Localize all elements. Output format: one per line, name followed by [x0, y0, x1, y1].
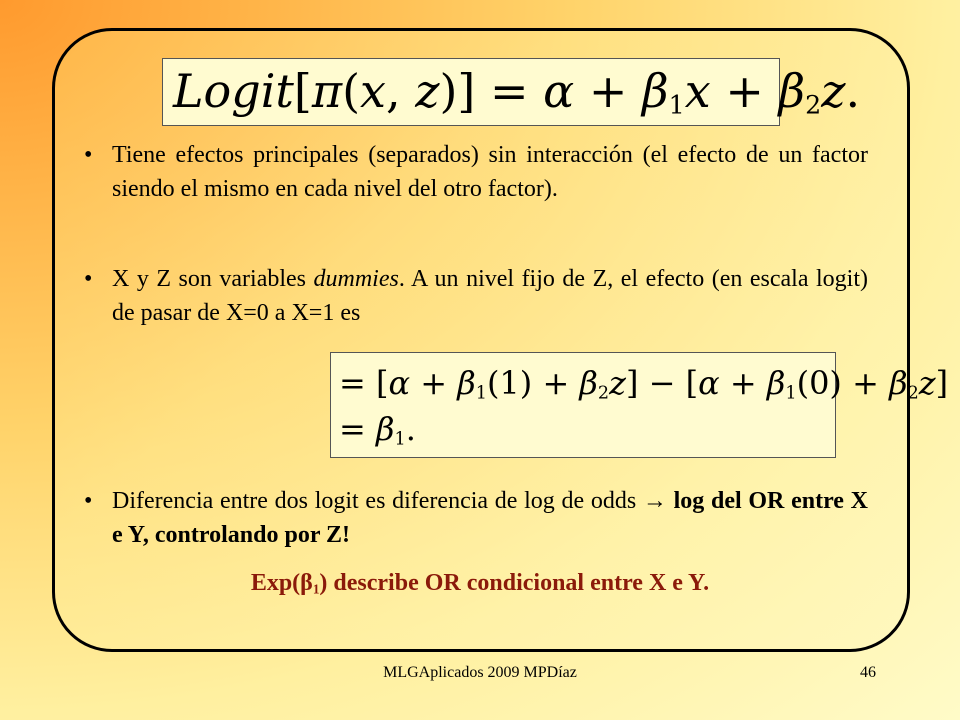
bullet3-text: Diferencia entre dos logit es diferencia de log de odds — [112, 488, 643, 514]
bullet-marker-2: • — [84, 266, 93, 292]
footer-page-number: 46 — [860, 664, 876, 681]
formula-logit-model — [162, 58, 861, 126]
bullet-text-main-effects: Tiene efectos principales (separados) sin interacción (el efecto de un factor siendo el mismo en cada nivel del otro factor). — [112, 142, 868, 202]
conclusion-post: ) describe OR condicional entre X e Y. — [319, 570, 710, 596]
bullet-marker-1: • — [84, 142, 93, 168]
footer-course-label: MLGAplicados 2009 MPDíaz — [383, 664, 577, 681]
conclusion-beta-sub: 1 — [312, 581, 320, 597]
bullet2-italic-dummies: dummies — [313, 266, 399, 292]
formula-difference-line2: = $\beta_1$. — [339, 410, 416, 450]
conclusion-text — [0, 566, 960, 606]
formula-difference-line1: = $[\alpha + \beta_1(1) + \beta_2z] - [\alpha + \beta_1(0) + \beta_2z]$ — [339, 364, 949, 404]
conclusion-pre: Exp( — [250, 570, 301, 596]
conclusion-beta: β — [300, 570, 313, 596]
bullet-marker-3: • — [84, 488, 93, 514]
bullet2-text-b: . A un nivel fijo de Z, el efecto (en escala logit) de pasar de X=0 a X=1 es — [112, 266, 868, 326]
arrow-right-icon: → — [642, 488, 667, 514]
bullet2-text-a: X y Z son variables — [112, 266, 314, 292]
bullet-text-log-odds — [112, 484, 868, 552]
formula-logit-text: Logit[π(x, $z)] = \alpha + \beta_1x + \beta_2z$. — [173, 64, 861, 120]
bullet-text-dummies — [112, 262, 868, 330]
formula-difference — [330, 352, 949, 458]
bullet3-bold-text: log del OR entre X e Y, controlando por Z! — [112, 488, 869, 548]
